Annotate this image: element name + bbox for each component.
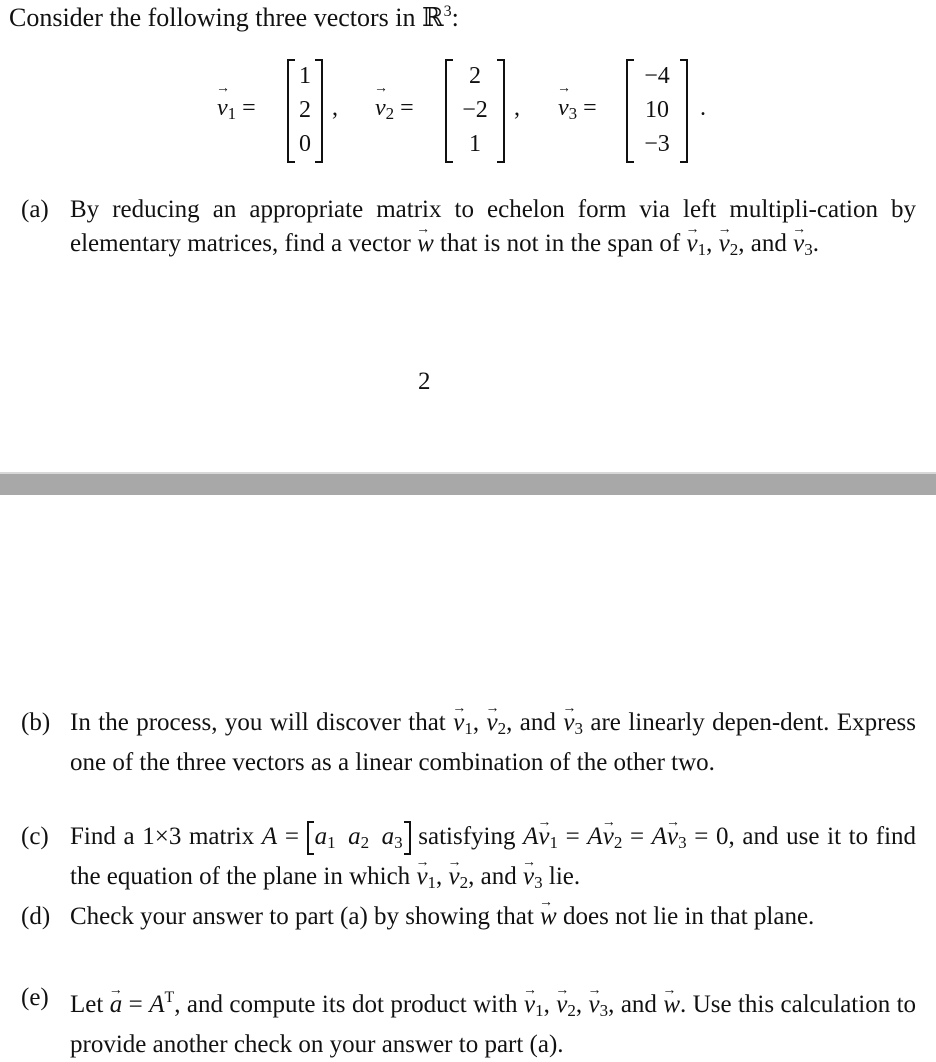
page-top xyxy=(0,0,936,472)
page-divider-edge xyxy=(0,472,936,474)
v3-matrix xyxy=(626,59,688,163)
page-bottom xyxy=(0,495,936,1058)
v2-matrix xyxy=(445,59,505,163)
page-number: 2 xyxy=(418,368,431,395)
row-matrix: $a_1$ $a_2$ $a_3$ xyxy=(307,820,411,860)
part-e-label: (e) xyxy=(21,984,49,1011)
part-d-label: (d) xyxy=(21,903,51,930)
v2-label: → $v_2$ = xyxy=(375,95,414,124)
period: . xyxy=(700,95,706,121)
part-a-text: By reducing an appropriate matrix to echelon form via left multipli-cation by elementary matrices, find a vector → w that is not in the span of → $v_1$, → $v_2$, and → $v_3$. xyxy=(70,193,916,267)
v2-entry-2: −2 xyxy=(462,97,488,123)
page-divider xyxy=(0,472,936,495)
comma: , xyxy=(332,95,338,121)
v2-entry-3: 1 xyxy=(469,131,481,157)
vector-definitions xyxy=(0,55,936,167)
v3-entry-3: −3 xyxy=(644,131,670,157)
part-a-label: (a) xyxy=(21,196,49,223)
v3-label: → $v_3$ = xyxy=(558,95,597,124)
part-b-text: In the process, you will discover that → $v_1$, → $v_2$, and → $v_3$ are linearly depen-dent. Express one of the three vectors as a linear combination of the other two. xyxy=(70,706,916,780)
part-c-label: (c) xyxy=(21,823,49,850)
v3-entry-1: −4 xyxy=(644,63,670,89)
part-e-text: Let → $a = A^T$, and compute its dot product with → $v_1$, → $v_2$, → $v_3$, and → w. Use this calculation to provide another check on your answer to part (a). xyxy=(70,981,916,1062)
part-c-text: Find a 1×3 matrix $A = a_1$ $a_2$ $a_3$ satisfying $A\to v_1 = A\to v_2 = A\to v_3 = 0$, and use it to find the equation of the plane in which → $v_1$, → $v_2$, and → $v_3$ lie. xyxy=(70,820,916,900)
intro-text: Consider the following three vectors in ℝ$^3$: xyxy=(9,3,459,32)
v1-entry-3: 0 xyxy=(299,131,311,157)
v1-entry-1: 1 xyxy=(299,63,311,89)
v1-entry-2: 2 xyxy=(299,97,311,123)
part-b-label: (b) xyxy=(21,709,51,736)
v1-label: → $v_1$ = xyxy=(217,95,256,124)
comma: , xyxy=(514,95,520,121)
v2-entry-1: 2 xyxy=(469,63,481,89)
v1-matrix xyxy=(287,59,323,163)
part-d-text: Check your answer to part (a) by showing that → w does not lie in that plane. xyxy=(70,900,916,934)
v3-entry-2: 10 xyxy=(645,97,669,123)
